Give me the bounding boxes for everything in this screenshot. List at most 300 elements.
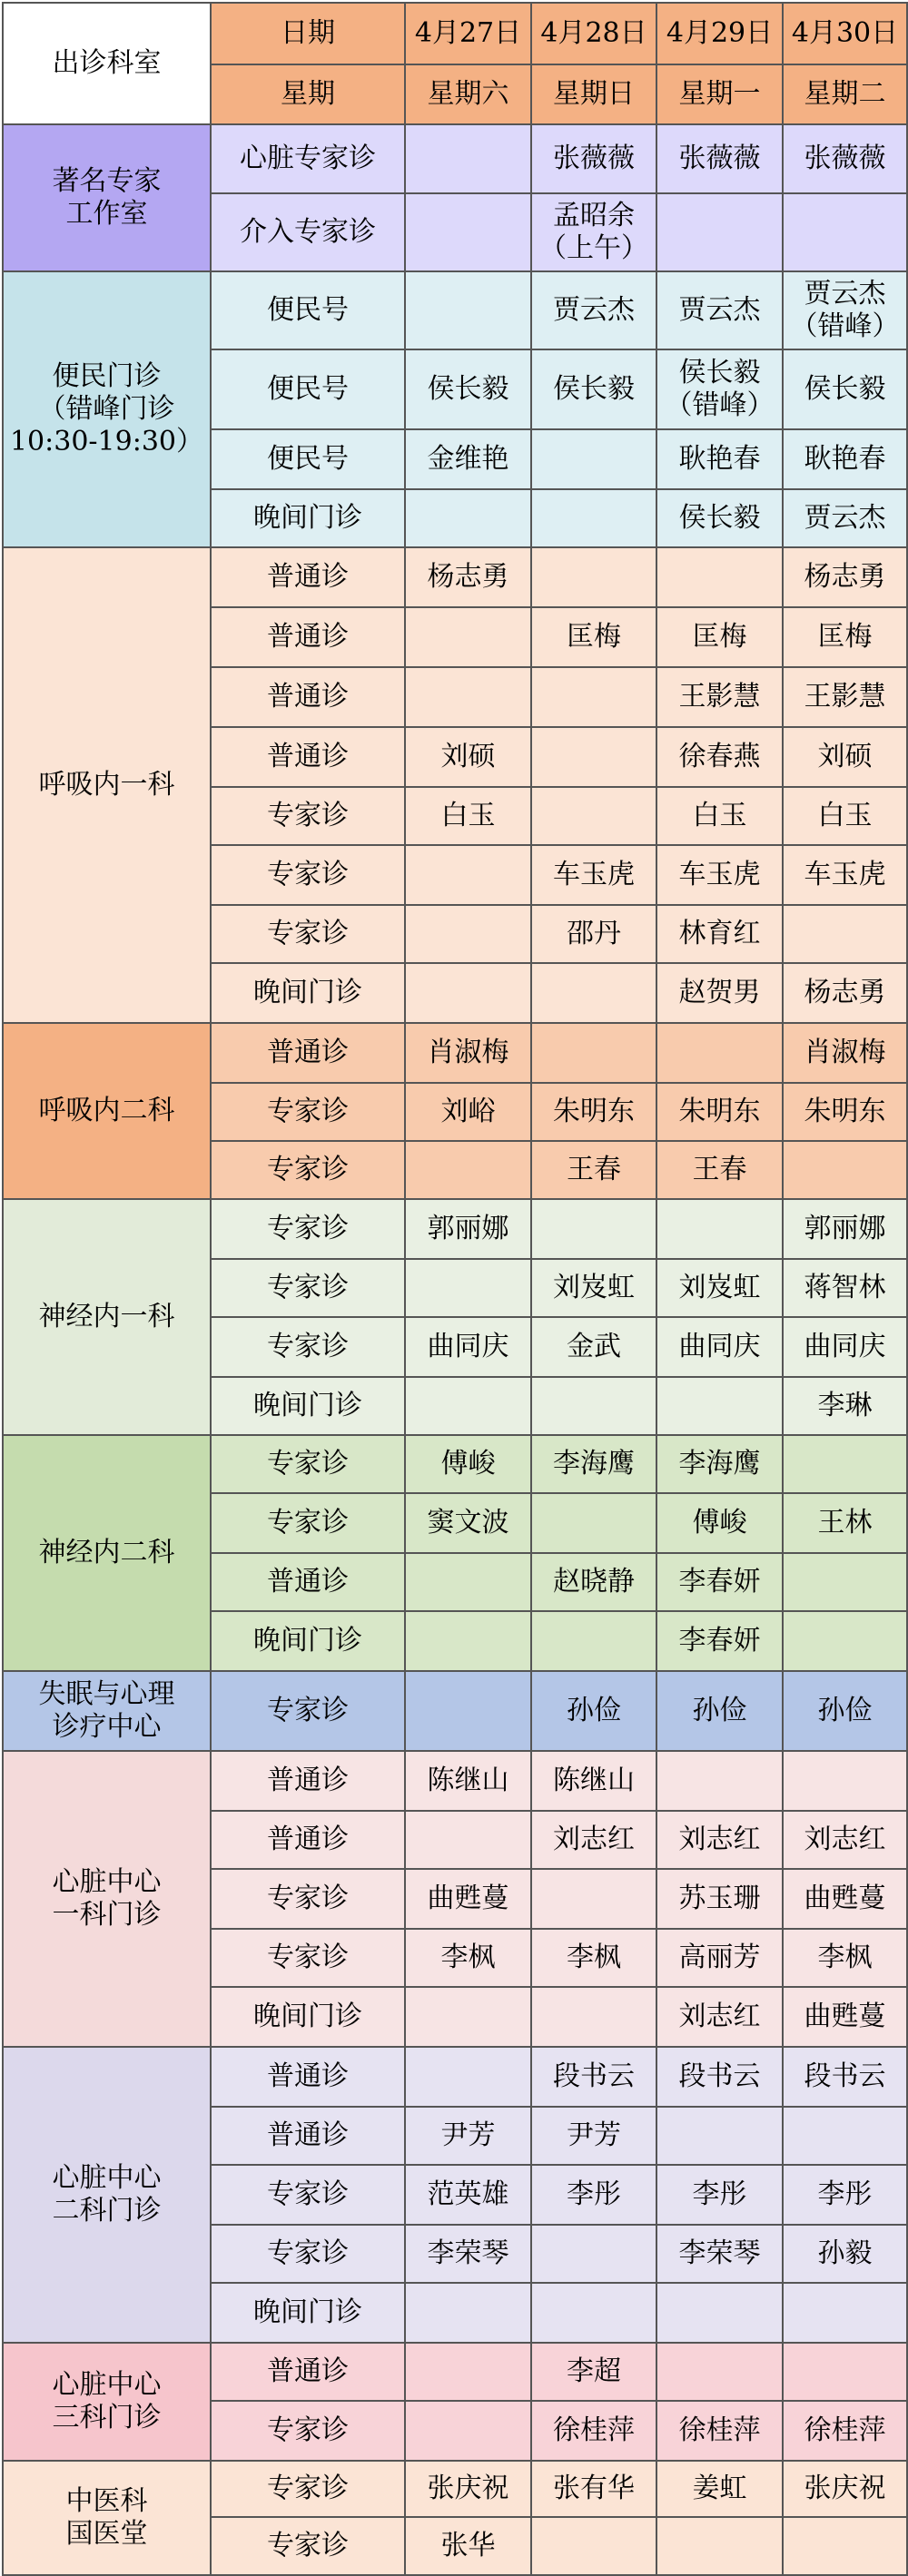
doctor-name: 李枫 bbox=[817, 1942, 873, 1973]
department-name-line: 心脏中心 bbox=[52, 1866, 162, 1898]
doctor-name: 孟昭余 bbox=[553, 200, 635, 231]
doctor-cell bbox=[783, 905, 907, 963]
clinic-type-cell: 心脏专家诊 bbox=[211, 124, 405, 193]
department-name-line: 神经内一科 bbox=[38, 1301, 175, 1332]
schedule-row bbox=[3, 2461, 907, 2517]
doctor-name: 蒋智林 bbox=[804, 1272, 886, 1303]
doctor-name: 车玉虎 bbox=[553, 859, 635, 890]
doctor-cell bbox=[531, 1987, 656, 2047]
doctor-cell bbox=[531, 1141, 656, 1199]
doctor-cell bbox=[783, 1553, 907, 1611]
doctor-cell bbox=[405, 727, 531, 787]
doctor-name: 侯长毅 bbox=[553, 373, 635, 405]
doctor-name: 李枫 bbox=[567, 1942, 621, 1973]
doctor-cell bbox=[531, 1317, 656, 1377]
clinic-type-cell: 晚间门诊 bbox=[211, 2283, 405, 2343]
doctor-cell bbox=[656, 905, 783, 963]
doctor-cell bbox=[656, 2165, 783, 2225]
doctor-cell bbox=[405, 349, 531, 429]
clinic-type-cell: 便民号 bbox=[211, 429, 405, 489]
doctor-cell bbox=[531, 1199, 656, 1259]
doctor-cell bbox=[405, 1611, 531, 1671]
department-cell bbox=[3, 2047, 211, 2343]
header-weekday: 星期二 bbox=[783, 64, 907, 124]
doctor-name: 赵贺男 bbox=[678, 977, 761, 1008]
clinic-type-cell: 晚间门诊 bbox=[211, 1987, 405, 2047]
doctor-name: 张有华 bbox=[553, 2473, 635, 2504]
doctor-cell bbox=[783, 2461, 907, 2517]
doctor-name: 耿艳春 bbox=[804, 443, 886, 475]
doctor-cell bbox=[656, 1987, 783, 2047]
doctor-cell bbox=[656, 1199, 783, 1259]
clinic-type-cell: 专家诊 bbox=[211, 1083, 405, 1141]
doctor-name: 段书云 bbox=[553, 2060, 635, 2092]
doctor-cell bbox=[656, 607, 783, 667]
doctor-cell bbox=[656, 2107, 783, 2165]
doctor-cell bbox=[656, 787, 783, 845]
doctor-cell bbox=[656, 1435, 783, 1493]
doctor-cell bbox=[405, 1493, 531, 1553]
doctor-cell bbox=[405, 2517, 531, 2575]
doctor-cell bbox=[656, 2461, 783, 2517]
doctor-cell bbox=[783, 963, 907, 1023]
doctor-cell bbox=[531, 1811, 656, 1869]
doctor-name: 范英雄 bbox=[427, 2178, 509, 2210]
doctor-name: 杨志勇 bbox=[804, 561, 886, 593]
schedule-row bbox=[3, 1671, 907, 1751]
doctor-cell bbox=[531, 1929, 656, 1987]
doctor-cell bbox=[783, 2047, 907, 2107]
doctor-name: 刘志红 bbox=[678, 1824, 761, 1855]
doctor-cell bbox=[783, 727, 907, 787]
doctor-name: 尹芳 bbox=[567, 2119, 621, 2151]
clinic-type-cell: 普通诊 bbox=[211, 547, 405, 607]
clinic-type-cell: 晚间门诊 bbox=[211, 1377, 405, 1435]
doctor-name: 李春妍 bbox=[678, 1566, 761, 1598]
doctor-name: 李琳 bbox=[817, 1390, 873, 1421]
department-name-line: 工作室 bbox=[65, 198, 148, 230]
header-date: 4月28日 bbox=[531, 3, 656, 64]
doctor-name: 刘志红 bbox=[678, 2001, 761, 2032]
doctor-cell bbox=[405, 1259, 531, 1317]
doctor-cell bbox=[405, 489, 531, 547]
doctor-name: 杨志勇 bbox=[804, 977, 886, 1008]
doctor-cell bbox=[405, 429, 531, 489]
clinic-type-cell: 晚间门诊 bbox=[211, 489, 405, 547]
doctor-cell bbox=[405, 1869, 531, 1929]
doctor-cell bbox=[405, 1987, 531, 2047]
doctor-cell bbox=[405, 667, 531, 727]
doctor-name: 徐春燕 bbox=[678, 741, 761, 772]
doctor-cell bbox=[783, 1435, 907, 1493]
doctor-name: 徐桂萍 bbox=[553, 2414, 635, 2446]
doctor-cell bbox=[531, 547, 656, 607]
clinic-type-cell: 普通诊 bbox=[211, 2107, 405, 2165]
doctor-cell bbox=[783, 2343, 907, 2401]
department-cell bbox=[3, 2343, 211, 2461]
clinic-type-cell: 普通诊 bbox=[211, 1553, 405, 1611]
doctor-name: 曲同庆 bbox=[804, 1331, 886, 1362]
doctor-name: 侯长毅 bbox=[678, 502, 761, 534]
doctor-cell bbox=[531, 1751, 656, 1811]
doctor-cell bbox=[783, 1023, 907, 1083]
doctor-cell bbox=[783, 1259, 907, 1317]
doctor-name: 曲甦蔓 bbox=[804, 2001, 886, 2032]
doctor-name: 肖淑梅 bbox=[804, 1037, 886, 1068]
doctor-cell bbox=[656, 1317, 783, 1377]
doctor-cell bbox=[405, 1435, 531, 1493]
department-name-line: 中医科 bbox=[65, 2485, 148, 2517]
doctor-cell bbox=[783, 2225, 907, 2283]
department-cell bbox=[3, 124, 211, 271]
doctor-cell bbox=[783, 787, 907, 845]
doctor-name: 李荣琴 bbox=[678, 2237, 761, 2269]
doctor-name: 刘峪 bbox=[440, 1096, 496, 1127]
doctor-cell bbox=[656, 2517, 783, 2575]
doctor-cell bbox=[656, 489, 783, 547]
clinic-type-cell: 专家诊 bbox=[211, 905, 405, 963]
doctor-name: 贾云杰 bbox=[678, 294, 761, 326]
doctor-cell bbox=[531, 2107, 656, 2165]
doctor-cell bbox=[405, 2343, 531, 2401]
doctor-cell bbox=[405, 2047, 531, 2107]
doctor-name: 车玉虎 bbox=[804, 859, 886, 890]
doctor-name: 徐桂萍 bbox=[804, 2414, 886, 2446]
doctor-name: 李海鹰 bbox=[678, 1448, 761, 1480]
doctor-cell bbox=[531, 193, 656, 271]
header-weekday: 星期日 bbox=[531, 64, 656, 124]
doctor-cell bbox=[656, 547, 783, 607]
doctor-cell bbox=[656, 2047, 783, 2107]
header-date: 4月29日 bbox=[656, 3, 783, 64]
doctor-name: 徐桂萍 bbox=[678, 2414, 761, 2446]
doctor-name: 郭丽娜 bbox=[804, 1213, 886, 1244]
doctor-name: 李彤 bbox=[817, 2178, 873, 2210]
doctor-name: 侯长毅 bbox=[804, 373, 886, 405]
clinic-type-cell: 专家诊 bbox=[211, 2517, 405, 2575]
doctor-cell bbox=[531, 2047, 656, 2107]
doctor-cell bbox=[783, 1199, 907, 1259]
doctor-cell bbox=[656, 667, 783, 727]
department-name-line: 心脏中心 bbox=[52, 2369, 162, 2401]
doctor-cell bbox=[783, 547, 907, 607]
doctor-name: 尹芳 bbox=[440, 2119, 496, 2151]
doctor-name: 邵丹 bbox=[567, 918, 621, 949]
department-name-line: 失眠与心理 bbox=[38, 1678, 175, 1710]
doctor-cell bbox=[531, 727, 656, 787]
doctor-name: 林育红 bbox=[678, 918, 761, 949]
doctor-name: 白玉 bbox=[692, 800, 747, 831]
doctor-name: 车玉虎 bbox=[678, 859, 761, 890]
doctor-cell bbox=[656, 1023, 783, 1083]
doctor-cell bbox=[531, 2225, 656, 2283]
doctor-name: 刘硕 bbox=[440, 741, 496, 772]
doctor-name: （错峰） bbox=[665, 389, 775, 421]
doctor-cell bbox=[656, 727, 783, 787]
clinic-type-cell: 专家诊 bbox=[211, 1869, 405, 1929]
doctor-cell bbox=[531, 1083, 656, 1141]
clinic-type-cell: 专家诊 bbox=[211, 1929, 405, 1987]
doctor-cell bbox=[656, 349, 783, 429]
doctor-cell bbox=[783, 667, 907, 727]
department-cell bbox=[3, 1199, 211, 1435]
doctor-cell bbox=[656, 1671, 783, 1751]
doctor-name: 白玉 bbox=[440, 800, 496, 831]
doctor-cell bbox=[531, 271, 656, 349]
clinic-type-cell: 普通诊 bbox=[211, 2343, 405, 2401]
doctor-cell bbox=[656, 2225, 783, 2283]
doctor-name: 朱明东 bbox=[553, 1096, 635, 1127]
doctor-name: 匡梅 bbox=[567, 621, 621, 653]
doctor-cell bbox=[531, 2165, 656, 2225]
doctor-name: 王影慧 bbox=[804, 681, 886, 713]
doctor-cell bbox=[405, 1317, 531, 1377]
doctor-cell bbox=[783, 1869, 907, 1929]
doctor-cell bbox=[656, 1377, 783, 1435]
doctor-cell bbox=[783, 2107, 907, 2165]
doctor-name: 肖淑梅 bbox=[427, 1037, 509, 1068]
doctor-name: 窦文波 bbox=[427, 1507, 509, 1539]
department-cell bbox=[3, 2461, 211, 2575]
doctor-cell bbox=[405, 2225, 531, 2283]
department-cell bbox=[3, 1751, 211, 2047]
doctor-cell bbox=[656, 124, 783, 193]
doctor-name: 王春 bbox=[692, 1154, 747, 1185]
doctor-name: 陈继山 bbox=[553, 1765, 635, 1796]
schedule-row bbox=[3, 2047, 907, 2107]
doctor-cell bbox=[405, 1929, 531, 1987]
doctor-cell bbox=[531, 124, 656, 193]
clinic-type-cell: 专家诊 bbox=[211, 787, 405, 845]
doctor-name: 傅峻 bbox=[440, 1448, 496, 1480]
doctor-cell bbox=[783, 2401, 907, 2461]
doctor-cell bbox=[531, 1553, 656, 1611]
doctor-cell bbox=[405, 547, 531, 607]
doctor-name: 张薇薇 bbox=[804, 143, 886, 174]
doctor-name: 李枫 bbox=[440, 1942, 496, 1973]
department-name-line: 国医堂 bbox=[65, 2518, 148, 2550]
doctor-cell bbox=[783, 1317, 907, 1377]
clinic-type-cell: 普通诊 bbox=[211, 607, 405, 667]
doctor-cell bbox=[531, 2343, 656, 2401]
department-name-line: 三科门诊 bbox=[52, 2402, 162, 2433]
doctor-name: 段书云 bbox=[804, 2060, 886, 2092]
doctor-cell bbox=[783, 2283, 907, 2343]
doctor-name: （错峰） bbox=[790, 310, 900, 342]
doctor-cell bbox=[656, 963, 783, 1023]
clinic-type-cell: 晚间门诊 bbox=[211, 963, 405, 1023]
doctor-cell bbox=[656, 1259, 783, 1317]
doctor-cell bbox=[531, 787, 656, 845]
clinic-type-cell: 普通诊 bbox=[211, 1811, 405, 1869]
clinic-type-cell: 便民号 bbox=[211, 349, 405, 429]
doctor-cell bbox=[405, 2165, 531, 2225]
doctor-cell bbox=[783, 607, 907, 667]
doctor-cell bbox=[405, 1377, 531, 1435]
doctor-name: 匡梅 bbox=[692, 621, 747, 653]
doctor-cell bbox=[531, 905, 656, 963]
doctor-cell bbox=[783, 1987, 907, 2047]
doctor-cell bbox=[656, 1929, 783, 1987]
doctor-cell bbox=[531, 1377, 656, 1435]
clinic-type-cell: 便民号 bbox=[211, 271, 405, 349]
schedule-row bbox=[3, 1751, 907, 1811]
doctor-name: （上午） bbox=[539, 232, 648, 264]
doctor-cell bbox=[783, 2517, 907, 2575]
doctor-name: 匡梅 bbox=[817, 621, 873, 653]
doctor-name: 李彤 bbox=[567, 2178, 621, 2210]
doctor-name: 李彤 bbox=[692, 2178, 747, 2210]
doctor-cell bbox=[783, 1377, 907, 1435]
department-name-line: 二科门诊 bbox=[52, 2195, 162, 2227]
doctor-name: 张薇薇 bbox=[553, 143, 635, 174]
doctor-cell bbox=[531, 607, 656, 667]
doctor-cell bbox=[656, 1751, 783, 1811]
doctor-name: 耿艳春 bbox=[678, 443, 761, 475]
doctor-name: 贾云杰 bbox=[553, 294, 635, 326]
department-name-line: （错峰门诊 bbox=[38, 393, 175, 425]
doctor-name: 贾云杰 bbox=[804, 502, 886, 534]
doctor-cell bbox=[405, 963, 531, 1023]
doctor-name: 王影慧 bbox=[678, 681, 761, 713]
doctor-name: 李荣琴 bbox=[427, 2237, 509, 2269]
doctor-name: 刘岌虹 bbox=[553, 1272, 635, 1303]
doctor-name: 赵晓静 bbox=[553, 1566, 635, 1598]
clinic-type-cell: 普通诊 bbox=[211, 1751, 405, 1811]
doctor-name: 曲甦蔓 bbox=[804, 1883, 886, 1914]
doctor-cell bbox=[656, 845, 783, 905]
doctor-cell bbox=[531, 489, 656, 547]
schedule-body bbox=[3, 3, 907, 2575]
doctor-name: 孙俭 bbox=[567, 1695, 621, 1726]
doctor-cell bbox=[656, 2401, 783, 2461]
doctor-cell bbox=[656, 1811, 783, 1869]
doctor-name: 刘志红 bbox=[804, 1824, 886, 1855]
doctor-cell bbox=[783, 1671, 907, 1751]
doctor-cell bbox=[783, 1811, 907, 1869]
doctor-cell bbox=[783, 489, 907, 547]
doctor-cell bbox=[405, 124, 531, 193]
doctor-cell bbox=[531, 845, 656, 905]
schedule-row bbox=[3, 124, 907, 193]
doctor-name: 孙俭 bbox=[692, 1695, 747, 1726]
doctor-cell bbox=[783, 2165, 907, 2225]
header-weekday: 星期一 bbox=[656, 64, 783, 124]
schedule-row bbox=[3, 1199, 907, 1259]
doctor-name: 张庆祝 bbox=[427, 2473, 509, 2504]
clinic-type-cell: 专家诊 bbox=[211, 1317, 405, 1377]
header-weekday: 星期六 bbox=[405, 64, 531, 124]
doctor-name: 杨志勇 bbox=[427, 561, 509, 593]
doctor-cell bbox=[405, 1553, 531, 1611]
doctor-cell bbox=[656, 1553, 783, 1611]
doctor-cell bbox=[656, 271, 783, 349]
doctor-cell bbox=[531, 2461, 656, 2517]
doctor-cell bbox=[531, 1869, 656, 1929]
header-date-label: 日期 bbox=[211, 3, 405, 64]
doctor-cell bbox=[656, 2343, 783, 2401]
doctor-name: 李海鹰 bbox=[553, 1448, 635, 1480]
doctor-cell bbox=[531, 1493, 656, 1553]
doctor-name: 李超 bbox=[567, 2355, 621, 2387]
doctor-name: 贾云杰 bbox=[804, 278, 886, 310]
doctor-name: 孙俭 bbox=[817, 1695, 873, 1726]
clinic-type-cell: 专家诊 bbox=[211, 1671, 405, 1751]
schedule-row bbox=[3, 547, 907, 607]
doctor-cell bbox=[405, 845, 531, 905]
doctor-cell bbox=[783, 1611, 907, 1671]
department-name-line: 一科门诊 bbox=[52, 1899, 162, 1931]
clinic-type-cell: 专家诊 bbox=[211, 1259, 405, 1317]
doctor-name: 曲甦蔓 bbox=[427, 1883, 509, 1914]
doctor-cell bbox=[405, 271, 531, 349]
department-name-line: 便民门诊 bbox=[52, 360, 162, 392]
doctor-name: 王林 bbox=[817, 1507, 873, 1539]
doctor-cell bbox=[783, 271, 907, 349]
clinic-schedule-table bbox=[2, 2, 908, 2576]
schedule-row bbox=[3, 1023, 907, 1083]
schedule-row bbox=[3, 2343, 907, 2401]
doctor-cell bbox=[656, 1493, 783, 1553]
doctor-cell bbox=[405, 1199, 531, 1259]
clinic-type-cell: 专家诊 bbox=[211, 1199, 405, 1259]
doctor-cell bbox=[405, 2401, 531, 2461]
doctor-cell bbox=[531, 2401, 656, 2461]
doctor-cell bbox=[783, 349, 907, 429]
schedule-row bbox=[3, 1435, 907, 1493]
doctor-name: 苏玉珊 bbox=[678, 1883, 761, 1914]
doctor-cell bbox=[405, 2461, 531, 2517]
department-cell bbox=[3, 1023, 211, 1199]
doctor-cell bbox=[783, 1083, 907, 1141]
doctor-cell bbox=[405, 2283, 531, 2343]
doctor-name: 张庆祝 bbox=[804, 2473, 886, 2504]
clinic-type-cell: 晚间门诊 bbox=[211, 1611, 405, 1671]
doctor-name: 朱明东 bbox=[678, 1096, 761, 1127]
doctor-name: 金维艳 bbox=[427, 443, 509, 475]
doctor-name: 刘志红 bbox=[553, 1824, 635, 1855]
doctor-name: 高丽芳 bbox=[678, 1942, 761, 1973]
doctor-cell bbox=[783, 1751, 907, 1811]
doctor-cell bbox=[783, 1141, 907, 1199]
doctor-cell bbox=[783, 193, 907, 271]
doctor-cell bbox=[783, 124, 907, 193]
header-date: 4月30日 bbox=[783, 3, 907, 64]
department-cell bbox=[3, 271, 211, 547]
doctor-cell bbox=[783, 429, 907, 489]
doctor-cell bbox=[405, 607, 531, 667]
doctor-cell bbox=[531, 1259, 656, 1317]
doctor-name: 姜虹 bbox=[692, 2473, 747, 2504]
doctor-cell bbox=[531, 2283, 656, 2343]
clinic-type-cell: 专家诊 bbox=[211, 1435, 405, 1493]
clinic-type-cell: 介入专家诊 bbox=[211, 193, 405, 271]
doctor-cell bbox=[405, 2107, 531, 2165]
doctor-cell bbox=[656, 1869, 783, 1929]
clinic-type-cell: 专家诊 bbox=[211, 2165, 405, 2225]
doctor-name: 陈继山 bbox=[427, 1765, 509, 1796]
doctor-name: 郭丽娜 bbox=[427, 1213, 509, 1244]
clinic-type-cell: 普通诊 bbox=[211, 1023, 405, 1083]
doctor-name: 孙毅 bbox=[817, 2237, 873, 2269]
doctor-cell bbox=[656, 1083, 783, 1141]
doctor-cell bbox=[656, 1141, 783, 1199]
clinic-type-cell: 专家诊 bbox=[211, 845, 405, 905]
clinic-type-cell: 专家诊 bbox=[211, 2225, 405, 2283]
clinic-type-cell: 普通诊 bbox=[211, 2047, 405, 2107]
doctor-cell bbox=[405, 905, 531, 963]
doctor-cell bbox=[783, 1493, 907, 1553]
